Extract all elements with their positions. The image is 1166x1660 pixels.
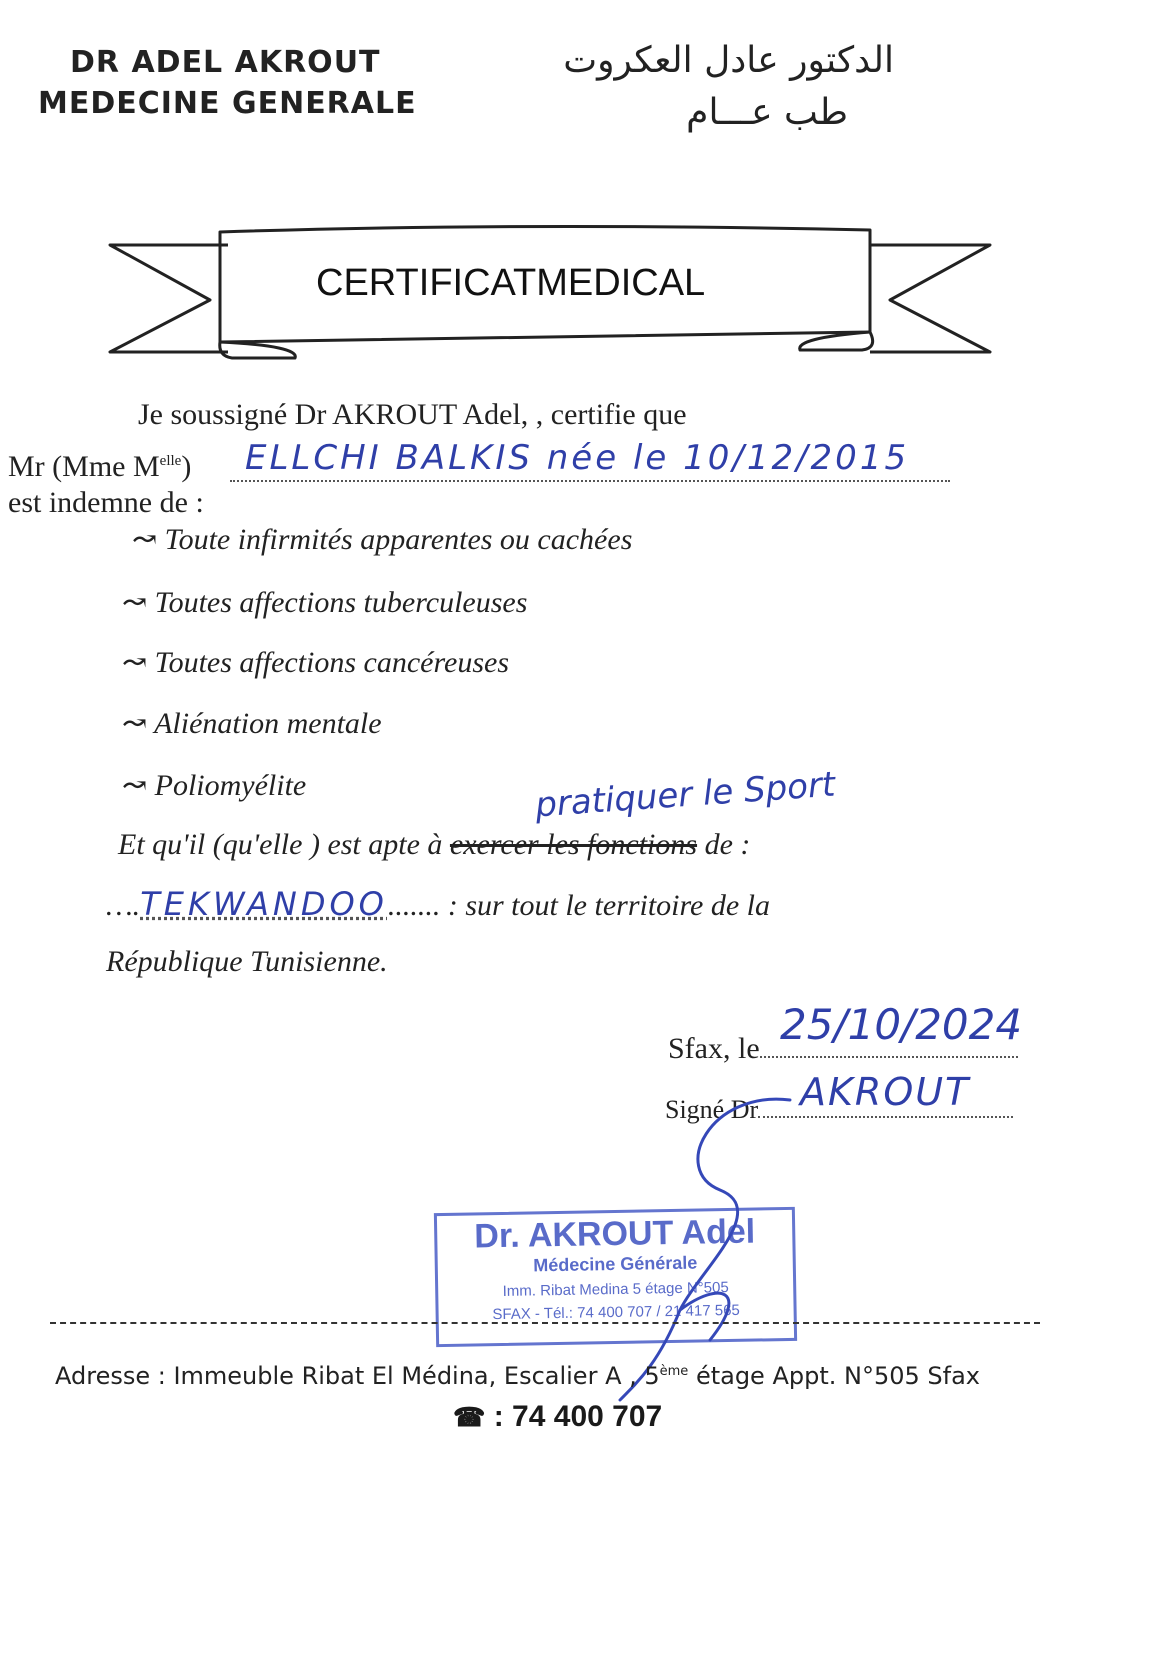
- struck-text: exercer les fonctions: [449, 828, 698, 861]
- civility-label: Mr (Mme M: [8, 450, 160, 483]
- apte-line: Et qu'il (qu'elle ) est apte à exercer les fonctions de :: [118, 828, 751, 861]
- republic-text: République Tunisienne.: [106, 945, 388, 978]
- stamp-line: SFAX - Tél.: 74 400 707 / 21 417 565: [492, 1301, 740, 1324]
- stamp-line: Médecine Générale: [533, 1252, 698, 1276]
- condition-item: ↝ Aliénation mentale: [122, 707, 382, 740]
- condition-item: ↝ Poliomyélite: [122, 769, 307, 802]
- condition-item: ↝ Toutes affections tuberculeuses: [122, 586, 528, 619]
- phone-icon: ☎: [453, 1402, 486, 1432]
- apte-handwritten: pratiquer le Sport: [533, 764, 837, 826]
- civility-superscript: elle: [159, 453, 182, 469]
- doctor-name-fr: DR ADEL AKROUT: [70, 45, 381, 80]
- place-date-line: Sfax, le: [668, 1032, 1018, 1066]
- arrow-icon: ↝: [122, 646, 155, 679]
- arrow-icon: ↝: [122, 586, 155, 619]
- stamp-line: Imm. Ribat Medina 5 étage N°505: [502, 1279, 729, 1300]
- arrow-icon: ↝: [132, 523, 165, 556]
- banner-title: CERTIFICATMEDICAL: [316, 262, 706, 304]
- footer-address: Adresse : Immeuble Ribat El Médina, Escalier A , 5ème étage Appt. N°505 Sfax: [55, 1362, 980, 1390]
- footer-divider: [50, 1322, 1040, 1324]
- doctor-name-ar: الدكتور عادل العكروت: [563, 40, 894, 81]
- indemne-text: est indemne de :: [8, 486, 204, 519]
- arrow-icon: ↝: [122, 769, 155, 802]
- patient-dotted-line: [230, 480, 950, 482]
- intro-text: Je soussigné Dr AKROUT Adel, , certifie que: [138, 398, 687, 431]
- specialty-ar: طب عـــام: [686, 92, 848, 133]
- date-handwritten: 25/10/2024: [780, 1000, 1023, 1049]
- activity-handwritten: TEKWANDOO: [140, 885, 388, 923]
- stamp-line: Dr. AKROUT Adel: [474, 1212, 756, 1256]
- civility-line: [8, 450, 191, 484]
- patient-handwritten: ELLCHI BALKIS née le 10/12/2015: [245, 438, 910, 478]
- footer-phone: ☎ : 74 400 707: [453, 1400, 663, 1433]
- condition-item: ↝ Toutes affections cancéreuses: [122, 646, 510, 679]
- specialty-fr: MEDECINE GENERALE: [38, 86, 417, 121]
- civility-close: ): [181, 450, 192, 483]
- territory-line: ….TEKWANDOO....... : sur tout le territoire de la: [106, 885, 771, 923]
- condition-item: ↝ Toute infirmités apparentes ou cachées: [132, 523, 633, 556]
- signature-handwritten: AKROUT: [800, 1070, 971, 1114]
- arrow-icon: ↝: [122, 707, 155, 740]
- signature-stroke: [560, 1080, 820, 1410]
- signed-line: Signé Dr: [665, 1095, 1013, 1125]
- date-dotted-line: [760, 1056, 1018, 1058]
